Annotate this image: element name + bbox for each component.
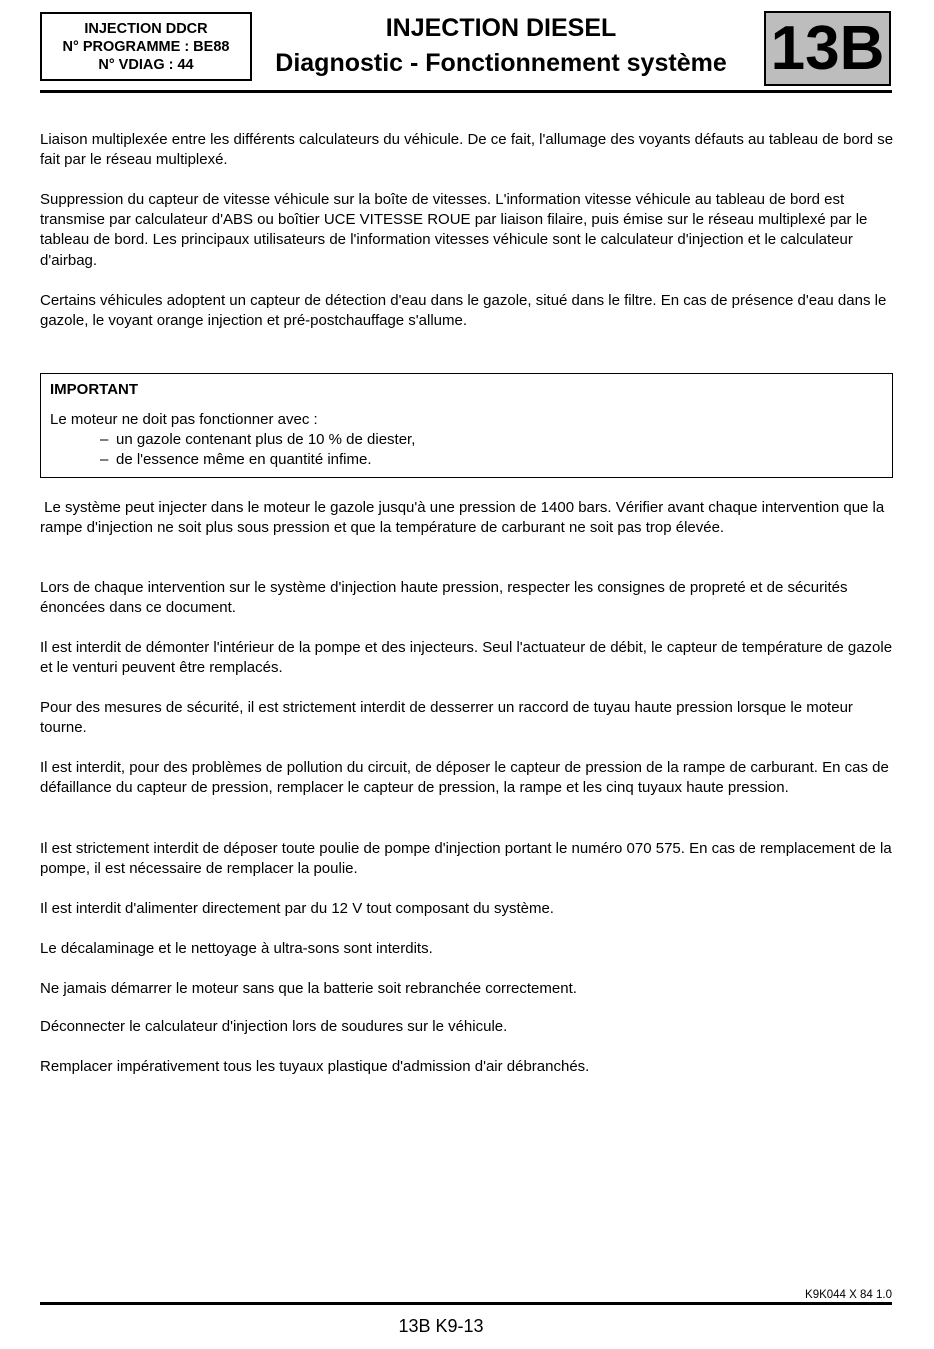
page-subtitle: Diagnostic - Fonctionnement système	[275, 49, 727, 77]
document-reference: K9K044 X 84 1.0	[805, 1289, 892, 1301]
important-title: IMPORTANT	[50, 381, 139, 398]
important-list-item	[50, 450, 892, 470]
paragraph-cleanliness: Lors de chaque intervention sur le système d'injection haute pression, respecter les consignes de propreté et de sécurités énoncées dans ce document.	[40, 579, 848, 617]
paragraph-pump-disassembly: Il est interdit de démonter l'intérieur de la pompe et des injecteurs. Seul l'actuateur de débit, le capteur de température de gazole et le venturi peuvent être remplacés.	[40, 639, 893, 677]
ident-line-programme: N° PROGRAMME : BE88	[62, 39, 230, 55]
important-item-text: de l'essence même en quantité infime.	[116, 451, 372, 468]
section-number-badge: 13B	[764, 11, 891, 86]
dash-bullet: –	[100, 431, 109, 448]
paragraph-air-pipes: Remplacer impérativement tous les tuyaux plastique d'admission d'air débranchés.	[40, 1058, 590, 1075]
paragraph-welding: Déconnecter le calculateur d'injection lors de soudures sur le véhicule.	[40, 1018, 508, 1035]
important-item-text: un gazole contenant plus de 10 % de diester,	[116, 431, 416, 448]
paragraph-decarbonising: Le décalaminage et le nettoyage à ultra-sons sont interdits.	[40, 940, 433, 957]
page-number: 13B K9-13	[398, 1316, 484, 1336]
dash-bullet: –	[100, 451, 109, 468]
paragraph-water-sensor: Certains véhicules adoptent un capteur de détection d'eau dans le gazole, situé dans le filtre. En cas de présence d'eau dans le gazole, le voyant orange injection et pré-postchauffage s'allume.	[40, 292, 887, 330]
paragraph-12v: Il est interdit d'alimenter directement par du 12 V tout composant du système.	[40, 900, 554, 917]
paragraph-multiplexing: Liaison multiplexée entre les différents calculateurs du véhicule. De ce fait, l'allumage des voyants défauts au tableau de bord se fait par le réseau multiplexé.	[40, 131, 894, 169]
paragraph-pressure-sensor: Il est interdit, pour des problèmes de pollution du circuit, de déposer le capteur de pression de la rampe de carburant. En cas de défaillance du capteur de pression, remplacer le capteur de pression, la rampe et les cinq tuyaux haute pression.	[40, 759, 889, 797]
paragraph-battery: Ne jamais démarrer le moteur sans que la batterie soit rebranchée correctement.	[40, 980, 577, 997]
vehicle-identification-box	[40, 12, 252, 81]
important-list-item	[50, 430, 892, 450]
paragraph-pulley: Il est strictement interdit de déposer toute poulie de pompe d'injection portant le numéro 070 575. En cas de remplacement de la pompe, il est nécessaire de remplacer la poulie.	[40, 840, 892, 878]
important-intro: Le moteur ne doit pas fonctionner avec :	[50, 411, 318, 428]
paragraph-speed-sensor: Suppression du capteur de vitesse véhicule sur la boîte de vitesses. L'information vitesse véhicule au tableau de bord est transmise par calculateur d'ABS ou boîtier UCE VITESSE ROUE par liaison filaire, puis émise sur le réseau multiplexé par le tableau de bord. Les principaux utilisateurs de l'information vitesses véhicule sont le calculateur d'injection et le calculateur d'airbag.	[40, 191, 868, 269]
ident-line-injection: INJECTION DDCR	[84, 21, 208, 37]
paragraph-loosening-fitting: Pour des mesures de sécurité, il est strictement interdit de desserrer un raccord de tuyau haute pression lorsque le moteur tourne.	[40, 699, 853, 737]
footer-divider	[40, 1302, 892, 1305]
important-notice-box	[40, 373, 893, 478]
ident-line-vdiag: N° VDIAG : 44	[98, 57, 194, 73]
paragraph-pressure-warning: Le système peut injecter dans le moteur le gazole jusqu'à une pression de 1400 bars. Vérifier avant chaque intervention que la rampe d'injection ne soit plus sous pression et que la température de carburant ne soit pas trop élevée.	[40, 499, 889, 537]
page-title: INJECTION DIESEL	[385, 14, 617, 42]
header-divider	[40, 90, 892, 93]
